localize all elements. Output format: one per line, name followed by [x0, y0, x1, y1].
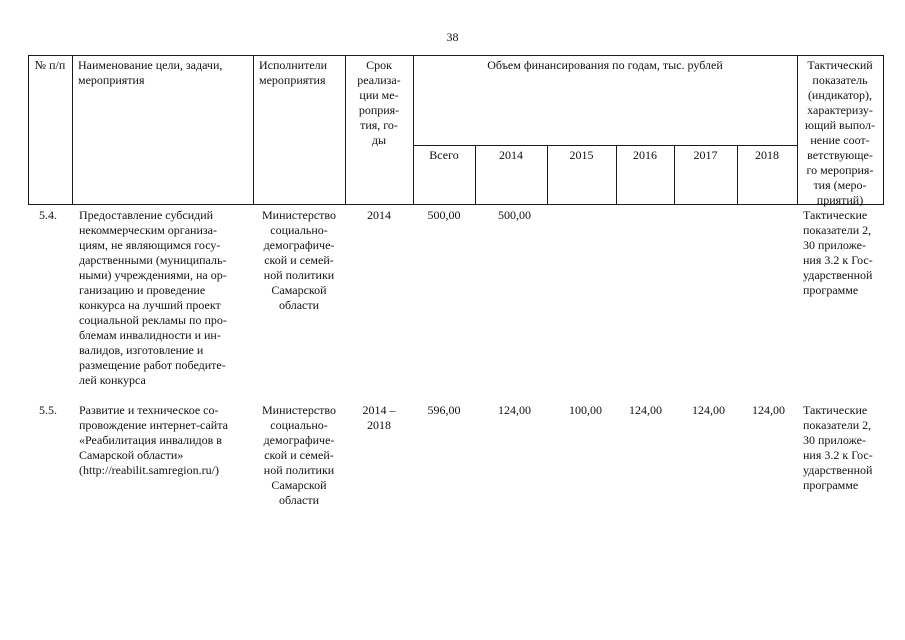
row-indicator: Тактические показатели 2, 30 приложе- ния 3.2 к Гос- ударственной программе [803, 403, 873, 492]
row-2018: 124,00 [752, 403, 785, 417]
row-2017: 124,00 [692, 403, 725, 417]
col-border [72, 55, 73, 205]
row-name: Предоставление субсидий некоммерческим организа- циям, не являющимся госу- дарственными (муниципаль- ными) учреждениями, на ор- ганизацию и проведение конкурса на лучший проект социальной рекламы по про- блемам инвалидности и ин- валидов, изготовление и размещение работ победите- лей конкурса [79, 208, 227, 387]
header-executor: Исполнители мероприятия [259, 58, 328, 87]
header-year-2017: 2017 [693, 148, 718, 162]
row-num: 5.5. [39, 403, 57, 417]
col-border [413, 55, 414, 205]
header-year-2016: 2016 [633, 148, 657, 162]
row-num: 5.4. [39, 208, 57, 222]
header-funding: Объем финансирования по годам, тыс. рублей [487, 58, 723, 72]
header-name: Наименование цели, задачи, мероприятия [78, 58, 223, 87]
row-2014: 124,00 [498, 403, 531, 417]
row-executor: Министерство социально- демографиче- ской и семей- ной политики Самарской области [262, 208, 336, 312]
header-year-2018: 2018 [755, 148, 779, 162]
col-border [253, 55, 254, 205]
row-executor: Министерство социально- демографиче- ской и семей- ной политики Самарской области [262, 403, 336, 507]
row-term: 2014 – 2018 [362, 403, 396, 432]
header-year-2014: 2014 [499, 148, 523, 162]
page-number: 38 [446, 30, 459, 44]
row-2015: 100,00 [569, 403, 602, 417]
row-total: 596,00 [427, 403, 461, 417]
col-border [28, 55, 29, 205]
header-year-2015: 2015 [569, 148, 594, 162]
header-total: Всего [429, 148, 459, 162]
table-top-border [28, 55, 883, 56]
row-indicator: Тактические показатели 2, 30 приложе- ния 3.2 к Гос- ударственной программе [803, 208, 873, 297]
header-term: Срок реализа- ции ме- роприя- тия, го- ды [357, 58, 401, 147]
header-num: № п/п [34, 58, 66, 72]
funding-subheader-border [413, 145, 797, 146]
header-bottom-border [28, 204, 883, 205]
row-term: 2014 [367, 208, 391, 222]
row-2016: 124,00 [629, 403, 662, 417]
row-2014: 500,00 [498, 208, 531, 222]
col-border [883, 55, 884, 205]
row-total: 500,00 [427, 208, 461, 222]
row-name: Развитие и техническое со- провождение интернет-сайта «Реабилитация инвалидов в Самарской области» (http://reabilit.samregion.ru/) [79, 403, 228, 477]
header-indicator: Тактический показатель (индикатор), характеризу- ющий выпол- нение соот- ветствующе- го мероприя- тия (меро- приятий) [804, 58, 876, 207]
